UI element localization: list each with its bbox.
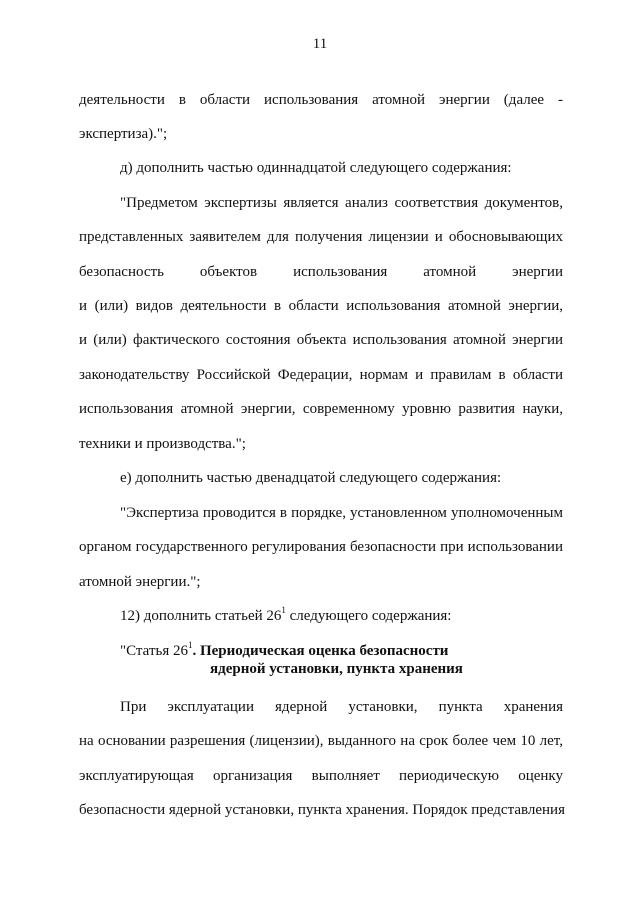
text-line: органом государственного регулирования безопасности при использовании	[79, 539, 563, 555]
article-intro-sup: 1	[281, 605, 286, 615]
text-line: деятельности в области использования атомной энергии (далее -	[79, 92, 563, 108]
article-intro-prefix: 12) дополнить статьей 26	[120, 608, 282, 624]
text-line: законодательству Российской Федерации, нормам и правилам в области	[79, 367, 563, 383]
article-heading-line2	[210, 661, 563, 678]
text-line: использования атомной энергии, современному уровню развития науки,	[79, 401, 563, 417]
text-line: "Экспертиза проводится в порядке, установленном уполномоченным	[120, 505, 563, 521]
body-line: При эксплуатации ядерной установки, пункта хранения	[120, 699, 563, 715]
body-line: эксплуатирующая организация выполняет периодическую оценку	[79, 768, 563, 784]
article-heading	[120, 640, 563, 660]
article-intro	[120, 605, 563, 625]
article-heading-title: Периодическая оценка безопасности	[199, 643, 449, 659]
article-intro-suffix: следующего содержания:	[285, 608, 452, 624]
text-line: и (или) фактического состояния объекта использования атомной энергии	[79, 332, 563, 348]
text-line: "Предметом экспертизы является анализ соответствия документов,	[120, 195, 563, 211]
article-heading-dot: .	[192, 643, 200, 659]
article-heading-prefix: "Статья 26	[120, 643, 188, 659]
text-line: атомной энергии.";	[79, 574, 201, 590]
text-line: техники и производства.";	[79, 436, 246, 452]
body-line: безопасности ядерной установки, пункта хранения. Порядок представления	[79, 802, 565, 818]
article-heading-sup: 1	[187, 640, 193, 650]
page-number: 11	[312, 36, 328, 52]
text-line: безопасность объектов использования атомной энергии	[79, 264, 563, 280]
text-line: е) дополнить частью двенадцатой следующего содержания:	[120, 470, 502, 486]
body-line: на основании разрешения (лицензии), выданного на срок более чем 10 лет,	[79, 733, 563, 749]
text-line: экспертиза).";	[79, 126, 168, 142]
article-heading-title-2: ядерной установки, пункта хранения	[210, 661, 463, 677]
text-line: представленных заявителем для получения лицензии и обосновывающих	[79, 229, 563, 245]
text-line: и (или) видов деятельности в области использования атомной энергии,	[79, 298, 563, 314]
text-line: д) дополнить частью одиннадцатой следующего содержания:	[120, 160, 512, 176]
